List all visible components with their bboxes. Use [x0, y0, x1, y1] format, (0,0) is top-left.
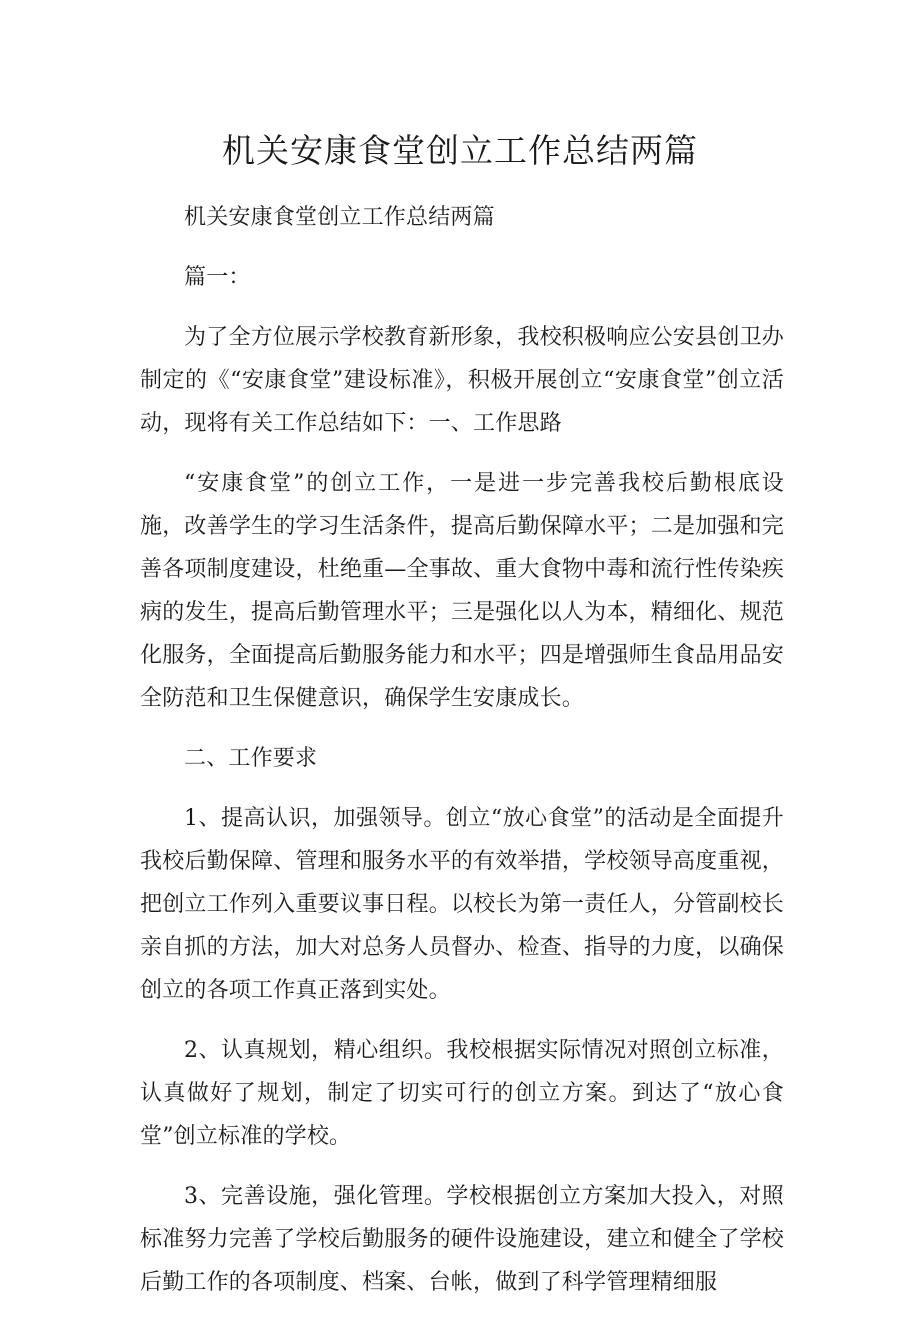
paragraph-work-ideas: “安康食堂”的创立工作，一是进一步完善我校后勤根底设施，改善学生的学习生活条件，提高后勤保障水平；二是加强和完善各项制度建设，杜绝重—全事故、重大食物中毒和流行性传染疾病的发生，提高后勤管理水平；三是强化以人为本，精细化、规范化服务，全面提高后勤服务能力和水平；四是增强师生食品用品安全防范和卫生保健意识，确保学生安康成长。: [140, 471, 784, 711]
paragraph-item-three: 3、完善设施，强化管理。学校根据创立方案加大投入，对照标准努力完善了学校后勤服务的硬件设施建设，建立和健全了学校后勤工作的各项制度、档案、台帐，做到了科学管理精细服: [140, 1184, 784, 1295]
paragraph-intro: 为了全方位展示学校教育新形象，我校积极响应公安县创卫办制定的《“安康食堂”建设标准》，积极开展创立“安康食堂”创立活动，现将有关工作总结如下：一、工作思路: [140, 325, 784, 436]
document-title: 机关安康食堂创立工作总结两篇: [222, 131, 698, 170]
document-body: [140, 196, 784, 1321]
paragraph-subtitle: 机关安康食堂创立工作总结两篇: [184, 205, 495, 230]
paragraph-item-two: 2、认真规划，精心组织。我校根据实际情况对照创立标准，认真做好了规划，制定了切实可行的创立方案。到达了“放心食堂”创立标准的学校。: [140, 1038, 784, 1149]
paragraph-part-one-heading: 篇一：: [184, 265, 251, 290]
paragraph-section-two-heading: 二、工作要求: [184, 746, 318, 771]
paragraph-item-one: 1、提高认识，加强领导。创立“放心食堂”的活动是全面提升我校后勤保障、管理和服务水平的有效举措，学校领导高度重视，把创立工作列入重要议事日程。以校长为第一责任人，分管副校长亲自抓的方法，加大对总务人员督办、检查、指导的力度，以确保创立的各项工作真正落到实处。: [140, 806, 784, 1003]
